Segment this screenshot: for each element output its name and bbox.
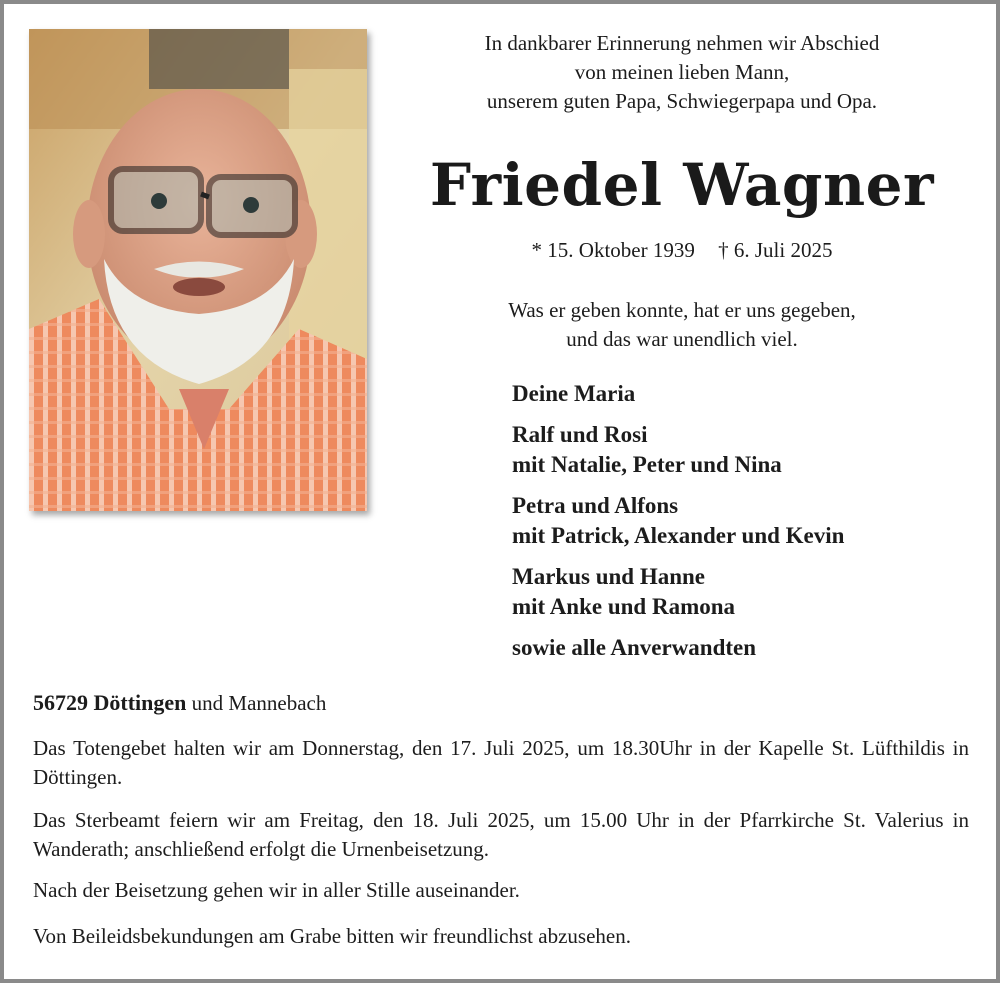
portrait-photo <box>29 29 367 511</box>
birth-date: * 15. Oktober 1939 <box>531 238 695 262</box>
death-date: † 6. Juli 2025 <box>718 238 833 262</box>
intro-line: unserem guten Papa, Schwiegerpapa und Opa. <box>486 89 878 113</box>
intro-text <box>392 29 972 116</box>
mourner-line: mit Patrick, Alexander und Kevin <box>512 523 845 548</box>
mourner-line: Markus und Hanne <box>512 564 706 589</box>
mourner-group <box>512 491 982 551</box>
mourner-line: Ralf und Rosi <box>512 422 648 447</box>
mourner-group <box>512 562 982 622</box>
mourner-group <box>512 420 982 480</box>
intro-line: von meinen lieben Mann, <box>574 60 790 84</box>
place-city: 56729 Döttingen <box>33 690 187 715</box>
place-extra: und Mannebach <box>191 691 327 715</box>
mourner-line: Petra und Alfons <box>512 493 679 518</box>
mourner-group <box>512 379 982 409</box>
quote-line: Was er geben konnte, hat er uns gegeben, <box>508 298 856 322</box>
mourner-line: mit Natalie, Peter und Nina <box>512 452 782 477</box>
beileid-paragraph: Von Beileidsbekundungen am Grabe bitten wir freundlichst abzusehen. <box>33 924 631 948</box>
mourner-line: mit Anke und Ramona <box>512 594 736 619</box>
quote-line: und das war unendlich viel. <box>566 327 798 351</box>
mourner-line: Deine Maria <box>512 381 636 406</box>
deceased-name: Friedel Wagner <box>429 151 935 219</box>
life-dates <box>392 238 972 263</box>
mourners-list <box>512 379 982 674</box>
intro-line: In dankbarer Erinnerung nehmen wir Abschied <box>484 31 880 55</box>
place-line <box>33 690 326 716</box>
mourner-group <box>512 633 982 663</box>
mourner-line: sowie alle Anverwandten <box>512 635 757 660</box>
totengebet-paragraph: Das Totengebet halten wir am Donnerstag, den 17. Juli 2025, um 18.30Uhr in der Kapelle St. Lüfthildis in Döttingen. <box>33 736 969 789</box>
sterbeamt-paragraph: Das Sterbeamt feiern wir am Freitag, den 18. Juli 2025, um 15.00 Uhr in der Pfarrkirche St. Valerius in Wanderath; anschließend erfolgt die Urnenbeisetzung. <box>33 808 969 861</box>
memorial-quote <box>392 296 972 354</box>
stille-paragraph: Nach der Beisetzung gehen wir in aller Stille auseinander. <box>33 878 520 902</box>
